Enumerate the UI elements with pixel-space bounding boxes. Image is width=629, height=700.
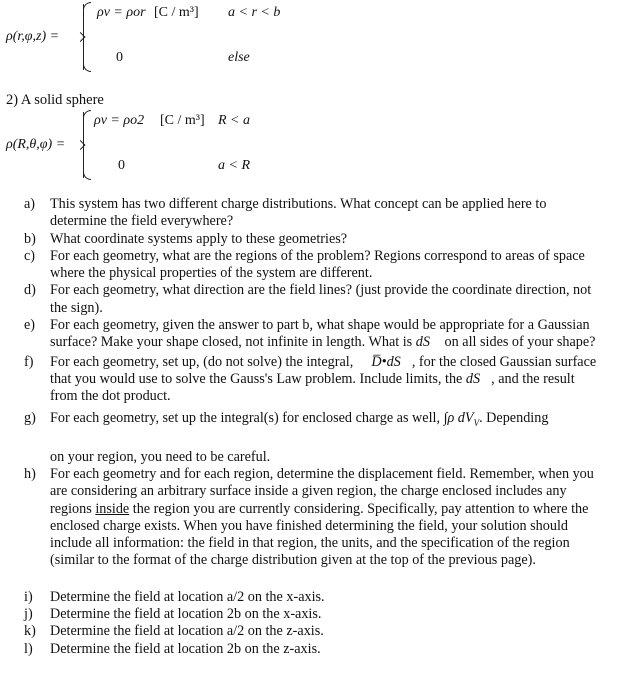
cyl-case2-cond: else xyxy=(228,50,250,65)
question-text: on all sides of your shape? xyxy=(441,334,596,351)
question-label: b) xyxy=(24,230,36,247)
sph-case1-unit: [C / m³] xyxy=(160,113,205,128)
cyl-case2-val: 0 xyxy=(116,50,123,65)
cyl-case1-cond: a < r < b xyxy=(228,5,281,20)
question-label: g) xyxy=(24,409,36,426)
question-c xyxy=(24,248,598,283)
sph-case1-cond: R < a xyxy=(218,113,250,128)
question-label: d) xyxy=(24,282,36,299)
question-a xyxy=(24,196,598,231)
question-e xyxy=(24,317,598,352)
question-text: Determine the field at location 2b on the z-axis. xyxy=(50,640,321,657)
question-text: For each geometry, set up, (do not solve) the integral, xyxy=(50,353,357,370)
question-text: For each geometry and for each region, determine the displacement field. Remember, when you are considering an arbitrary surface inside a given region, the charge enclosed includes any regions xyxy=(50,465,594,517)
cyl-lhs: ρ(r,φ,z) = xyxy=(6,29,60,44)
question-text: Determine the field at location a/2 on the x-axis. xyxy=(50,588,325,605)
question-text: the region you are currently considering. Specifically, pay attention to where the enclosed charge exists. When you have finished determining the field, your solution should include all information: the field in that region, the units, and the specification of the region (similar to the format of the charge distribution given at the top of the previous page). xyxy=(50,500,589,569)
question-label: e) xyxy=(24,317,36,334)
question-label: f) xyxy=(24,353,34,370)
question-text: Determine the field at location a/2 on the z-axis. xyxy=(50,623,324,640)
spacer xyxy=(50,432,598,449)
sph-case1-eq: ρv = ρo2 xyxy=(94,113,145,128)
question-label: i) xyxy=(24,588,33,605)
question-text: . Depending xyxy=(479,409,549,426)
question-text: What coordinate systems apply to these geometries? xyxy=(50,230,348,247)
sph-case2-val: 0 xyxy=(118,158,125,173)
question-f xyxy=(24,354,598,406)
question-label: j) xyxy=(24,606,33,623)
question-text: , and the result from the dot product. xyxy=(50,370,575,405)
ds-vector: dS⃗ xyxy=(415,334,441,351)
question-i xyxy=(24,589,598,606)
question-h xyxy=(24,466,598,570)
question-text: For each geometry, what direction are the field lines? (just provide the coordinate direction, not the sign). xyxy=(50,282,592,316)
question-k xyxy=(24,623,598,640)
question-text: Determine the field at location 2b on the x-axis. xyxy=(50,606,322,623)
volume-subscript: V xyxy=(473,417,480,428)
volume-integral: ∫ρ dV xyxy=(443,409,474,426)
question-l xyxy=(24,641,598,658)
question-label: c) xyxy=(24,247,36,264)
question-label: k) xyxy=(24,623,36,640)
cyl-case1-unit: [C / m³] xyxy=(154,5,199,20)
question-label: h) xyxy=(24,465,36,482)
question-j xyxy=(24,606,598,623)
question-text: on your region, you need to be careful. xyxy=(50,448,271,465)
question-text: for the closed Gaussian surface that you would use to solve the Gauss's Law problem. Include limits, the xyxy=(50,353,597,387)
section-title-solid-sphere: 2) A solid sphere xyxy=(6,92,104,108)
question-label: l) xyxy=(24,640,33,657)
underlined-word: inside xyxy=(95,500,130,517)
question-list xyxy=(24,196,598,658)
question-text: For each geometry, given the answer to part b, what shape would be appropriate for a Gaussian surface? Make your shape closed, not infinite in length. What is xyxy=(50,317,590,351)
question-text: For each geometry, set up the integral(s) for enclosed charge as well, xyxy=(50,409,444,426)
sph-brace xyxy=(83,112,94,178)
cyl-brace xyxy=(83,4,94,70)
question-d xyxy=(24,282,598,317)
question-text: For each geometry, what are the regions of the problem? Regions correspond to areas of space where the physical properties of the system are different. xyxy=(50,247,585,282)
question-label: a) xyxy=(24,196,36,212)
sph-case2-cond: a < R xyxy=(218,158,250,173)
cyl-case1-eq: ρv = ρor xyxy=(97,5,146,20)
question-b xyxy=(24,231,598,248)
question-text: This system has two different charge distributions. What concept can be applied here to determine the field everywhere? xyxy=(50,196,547,230)
closed-surface-integral: ∮ D̅•dS⃗, xyxy=(356,353,416,370)
ds-vector: dS⃗ xyxy=(465,370,492,387)
sph-lhs: ρ(R,θ,φ) = xyxy=(6,137,66,152)
question-g xyxy=(24,410,598,466)
